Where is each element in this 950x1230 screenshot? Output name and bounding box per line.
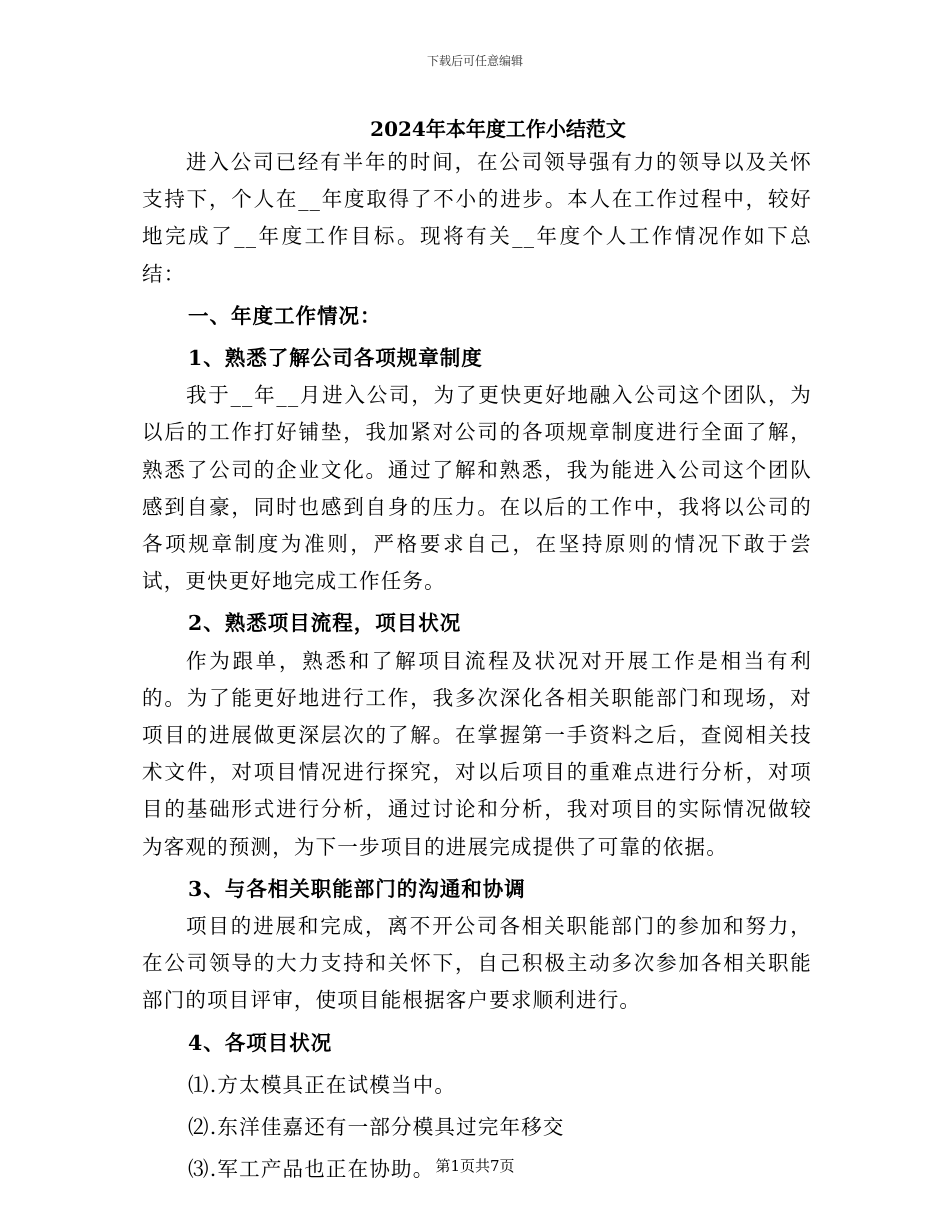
intro-paragraph: 进入公司已经有半年的时间，在公司领导强有力的领导以及关怀支持下，个人在__年度取得了不小的进步。本人在工作过程中，较好地完成了__年度工作目标。现将有关__年度个人工作情况作如下总结： — [142, 150, 812, 286]
subsection-paragraph-1: 我于__年__月进入公司，为了更快更好地融入公司这个团队，为以后的工作打好铺垫，我加紧对公司的各项规章制度进行全面了解，熟悉了公司的企业文化。通过了解和熟悉，我为能进入公司这个团队感到自豪，同时也感到自身的压力。在以后的工作中，我将以公司的各项规章制度为准则，严格要求自己，在坚持原则的情况下敢于尝试，更快更好地完成工作任务。 — [142, 383, 812, 594]
list-item: ⑶.军工产品也正在协助。 — [188, 1157, 435, 1182]
subsection-heading-3: 3、与各相关职能部门的沟通和协调 — [188, 876, 526, 901]
subsection-paragraph-3: 项目的进展和完成，离不开公司各相关职能部门的参加和努力，在公司领导的大力支持和关怀下，自己积极主动多次参加各相关职能部门的项目评审，使项目能根据客户要求顺利进行。 — [142, 914, 812, 1013]
page-number: 第1页共7页 — [435, 1157, 515, 1175]
list-item: ⑵.东洋佳嘉还有一部分模具过完年移交 — [188, 1115, 565, 1140]
section-heading-annual-work: 一、年度工作情况： — [188, 303, 382, 328]
header-note: 下载后可任意编辑 — [426, 54, 523, 68]
document-title: 2024年本年度工作小结范文 — [370, 117, 626, 141]
document-body — [142, 144, 812, 1188]
subsection-heading-2: 2、熟悉项目流程，项目状况 — [188, 611, 462, 636]
subsection-heading-1: 1、熟悉了解公司各项规章制度 — [188, 346, 483, 371]
subsection-paragraph-2: 作为跟单，熟悉和了解项目流程及状况对开展工作是相当有利的。为了能更好地进行工作，我多次深化各相关职能部门和现场，对项目的进展做更深层次的了解。在掌握第一手资料之后，查阅相关技术文件，对项目情况进行探究，对以后项目的重难点进行分析，对项目的基础形式进行分析，通过讨论和分析，我对项目的实际情况做较为客观的预测，为下一步项目的进展完成提供了可靠的依据。 — [142, 648, 812, 859]
subsection-heading-4: 4、各项目状况 — [188, 1030, 333, 1055]
list-item: ⑴.方太模具正在试模当中。 — [188, 1072, 457, 1097]
